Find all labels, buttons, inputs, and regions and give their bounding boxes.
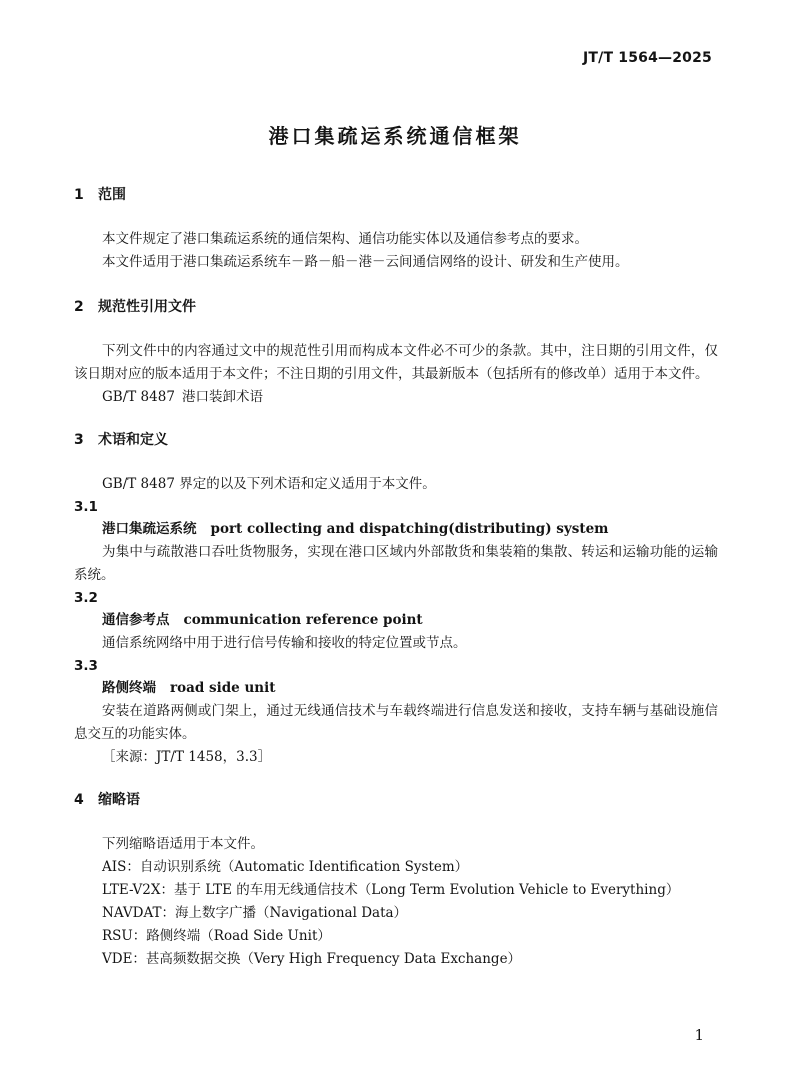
paragraph: 本文件适用于港口集疏运系统车－路－船－港－云间通信网络的设计、研发和生产使用。 [102, 254, 629, 270]
section-number: 3 [74, 432, 84, 448]
section-title: 术语和定义 [98, 432, 168, 448]
section-heading-abbreviations [74, 789, 718, 811]
term-source: ［来源：JT/T 1458，3.3］ [102, 749, 272, 765]
abbreviation-item: LTE-V2X：基于 LTE 的车用无线通信技术（Long Term Evolution Vehicle to Everything） [102, 882, 680, 898]
term-number: 3.3 [74, 658, 98, 674]
paragraph: 本文件规定了港口集疏运系统的通信架构、通信功能实体以及通信参考点的要求。 [102, 231, 588, 247]
term-definition: 通信系统网络中用于进行信号传输和接收的特定位置或节点。 [102, 635, 467, 651]
term-definition: 安装在道路两侧或门架上，通过无线通信技术与车载终端进行信息发送和接收，支持车辆与基础设施信息交互的功能实体。 [74, 703, 718, 742]
abbreviation-item: VDE：甚高频数据交换（Very High Frequency Data Exchange） [102, 951, 522, 967]
term-definition: 为集中与疏散港口吞吐货物服务，实现在港口区域内外部散货和集装箱的集散、转运和运输功能的运输系统。 [74, 544, 718, 583]
term-zh: 路侧终端 [102, 680, 156, 696]
paragraph: 下列文件中的内容通过文中的规范性引用而构成本文件必不可少的条款。其中，注日期的引用文件，仅该日期对应的版本适用于本文件；不注日期的引用文件，其最新版本（包括所有的修改单）适用于本文件。 [74, 343, 718, 382]
abbreviation-item: AIS：自动识别系统（Automatic Identification System） [102, 859, 469, 875]
section-number: 2 [74, 299, 84, 315]
standard-code: JT/T 1564—2025 [582, 50, 712, 66]
section-heading-terms [74, 429, 718, 451]
normative-reference [74, 386, 718, 409]
section-number: 4 [74, 792, 84, 808]
reference-code: GB/T 8487 [102, 389, 175, 405]
term-entry [74, 518, 718, 541]
section-title: 规范性引用文件 [98, 299, 196, 315]
term-en: communication reference point [183, 612, 423, 628]
paragraph: 下列缩略语适用于本文件。 [102, 836, 264, 852]
term-number: 3.1 [74, 499, 98, 515]
section-heading-scope [74, 184, 718, 206]
document-title: 港口集疏运系统通信框架 [268, 124, 522, 148]
term-en: road side unit [170, 680, 276, 696]
term-entry [74, 677, 718, 700]
term-zh: 通信参考点 [102, 612, 170, 628]
abbreviation-item: NAVDAT：海上数字广播（Navigational Data） [102, 905, 408, 921]
section-number: 1 [74, 187, 84, 203]
section-heading-normative-references [74, 296, 718, 318]
reference-title: 港口装卸术语 [182, 389, 263, 405]
section-title: 缩略语 [98, 792, 140, 808]
term-zh: 港口集疏运系统 [102, 521, 197, 537]
term-entry [74, 609, 718, 632]
term-en: port collecting and dispatching(distributing) system [210, 521, 609, 537]
document-body [74, 184, 718, 971]
abbreviation-item: RSU：路侧终端（Road Side Unit） [102, 928, 331, 944]
paragraph: GB/T 8487 界定的以及下列术语和定义适用于本文件。 [102, 476, 436, 492]
page-number: 1 [694, 1026, 704, 1044]
section-title: 范围 [98, 187, 126, 203]
term-number: 3.2 [74, 590, 98, 606]
